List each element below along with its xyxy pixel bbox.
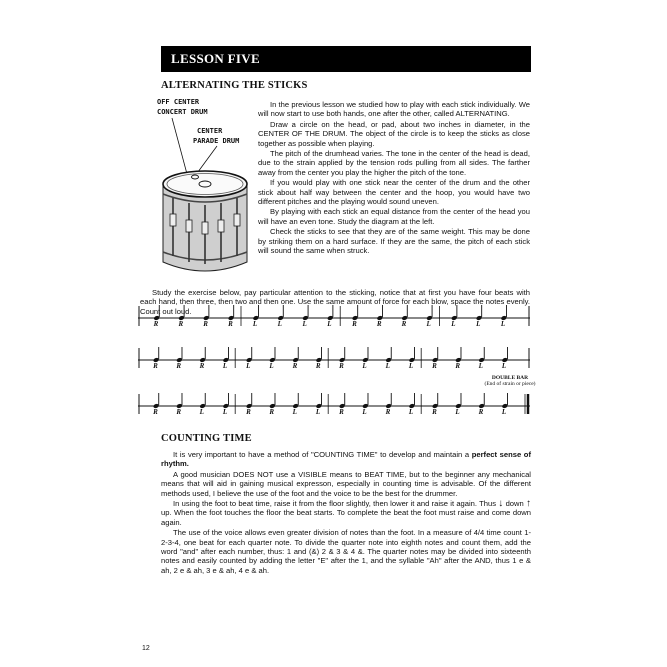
sticking-letter: R: [385, 408, 391, 416]
sticking-letter: L: [455, 408, 460, 416]
sticking-letter: R: [178, 320, 184, 328]
text: It is very important to have a method of "COUNTING TIME" to develop and maintain a: [173, 450, 472, 459]
sticking-letter: L: [451, 320, 456, 328]
sticking-letter: L: [222, 408, 228, 416]
sticking-letter: R: [153, 362, 158, 370]
lesson-header-bar: [161, 46, 531, 72]
page-number: 12: [142, 645, 150, 652]
sticking-letter: R: [478, 408, 484, 416]
text: up. When the foot touches the floor the beat starts. To complete the beat the foot must raise and come down again.: [161, 508, 531, 527]
sticking-letter: R: [176, 362, 182, 370]
sticking-letter: R: [352, 320, 357, 328]
down-arrow-icon: ↓: [498, 498, 504, 510]
sticking-letter: L: [426, 320, 431, 328]
sticking-letter: L: [292, 408, 297, 416]
sticking-letter: R: [176, 408, 182, 416]
sticking-letter: R: [315, 362, 321, 370]
section-title-counting: COUNTING TIME: [161, 433, 252, 444]
caption-parade-drum: PARADE DRUM: [193, 137, 240, 145]
sticking-letter: R: [401, 320, 407, 328]
sticking-letter: R: [455, 362, 461, 370]
alternating-paragraphs: [258, 100, 530, 257]
drum-illustration: [155, 114, 255, 284]
text: In using the foot to beat time, raise it from the floor slightly, then lower it and raise it again. Thus: [173, 499, 497, 509]
sticking-row-2: [138, 362, 530, 372]
paragraph: [161, 450, 531, 469]
sticking-letter: L: [501, 408, 507, 416]
sticking-letter: L: [269, 362, 274, 370]
sticking-letter: R: [199, 362, 205, 370]
sticking-letter: R: [376, 320, 382, 328]
sticking-letter: R: [339, 408, 344, 416]
sticking-letter: R: [246, 408, 251, 416]
sticking-letter: L: [302, 320, 307, 328]
sticking-letter: L: [478, 362, 483, 370]
sticking-letter: R: [432, 408, 437, 416]
up-arrow-icon: ↑: [525, 498, 531, 510]
sticking-letter: R: [228, 320, 233, 328]
sticking-letter: L: [500, 320, 506, 328]
paragraph: By playing with each stick an equal distance from the center of the head you will have an even tone. Study the diagram at the left.: [258, 207, 530, 226]
sticking-letter: L: [327, 320, 332, 328]
emphasis-text: perfect sense of rhythm.: [161, 450, 531, 469]
sticking-letter: R: [292, 362, 298, 370]
paragraph: Draw a circle on the head, or pad, about two inches in diameter, in the CENTER OF THE DRUM. The object of the circle is to keep the sticks as close together as possible when playing.: [258, 119, 530, 148]
sticking-letter: L: [501, 362, 507, 370]
sticking-letter: L: [252, 320, 258, 328]
sticking-letter: L: [476, 320, 481, 328]
paragraph: In the previous lesson we studied how to play with each stick individually. We will now start to use both hands, one after the other, called ALTERNATING.: [258, 100, 530, 119]
sticking-letter: R: [153, 408, 158, 416]
sticking-letter: L: [408, 362, 414, 370]
sticking-letter: L: [362, 408, 367, 416]
sticking-letter: L: [362, 362, 367, 370]
sticking-letter: R: [339, 362, 344, 370]
counting-paragraphs: [161, 450, 531, 576]
paragraph: The use of the voice allows even greater division of notes than the foot. In a measure of 4/4 time count 1-2-3-4, one beat for each quarter note. To divide the quarter note into eighth notes and count them, add the word "and" after each number, thus: 1 and (&) 2 & 3 & 4 &. The quarter notes may be divided into sixteenth notes and easily counted by adding the letter "E" after the 1, and the syllable "Ah" after the AND, thus 1 e & ah, 2 e & ah, 3 e & ah, 4 e & ah.: [161, 528, 531, 575]
sticking-letter: L: [246, 362, 251, 370]
section-title-alternating: ALTERNATING THE STICKS: [161, 80, 308, 91]
caption-off-center: OFF CENTER: [157, 98, 200, 106]
double-bar-note: (End of strain or piece): [484, 381, 536, 387]
sticking-letter: R: [432, 362, 437, 370]
sticking-letter: R: [203, 320, 208, 328]
caption-concert-drum: CONCERT DRUM: [157, 108, 208, 116]
sticking-row-3: [138, 408, 530, 418]
sticking-row-1: [138, 320, 530, 330]
sticking-letter: L: [199, 408, 204, 416]
paragraph: The pitch of the drumhead varies. The tone in the center of the head is dead, due to the strain applied by the tension rods pulling from all sides. The farther away from the center you play the higher the pitch of the tone.: [258, 149, 530, 177]
caption-center: CENTER: [197, 127, 223, 135]
sticking-letter: L: [277, 320, 282, 328]
text: down: [505, 499, 524, 509]
paragraph: Study the exercise below, pay particular attention to the sticking, notice that at first you have four beats with each hand, then three, then two and then one. Use the same amount of force for each blow, space the notes evenly. Count out loud.: [140, 288, 530, 316]
paragraph: Check the sticks to see that they are of the same weight. This may be done by striking them on a hard surface. If they are the same, the pitch of each stick will sound the same when struck.: [258, 227, 530, 256]
paragraph: If you would play with one stick near the center of the drum and the other stick about half way between the center and the hoop, you would have two different pitches and the playing would sound uneven.: [258, 178, 530, 207]
sticking-letter: R: [269, 408, 275, 416]
sticking-letter: L: [222, 362, 228, 370]
double-bar-title: DOUBLE BAR: [491, 375, 529, 381]
lesson-title: LESSON FIVE: [171, 51, 260, 66]
paragraph: [161, 499, 531, 527]
paragraph: A good musician DOES NOT use a VISIBLE means to BEAT TIME, but to the beginner any mechanical means that will aid in gaining musical expresson, especially in counting time is advisable. Of the different methods used, I believe the use of the foot and the voice to be the best for the drummer.: [161, 469, 531, 498]
sticking-letter: L: [408, 408, 414, 416]
sticking-letter: L: [315, 408, 321, 416]
sticking-letter: R: [153, 320, 159, 328]
sticking-letter: L: [385, 362, 390, 370]
